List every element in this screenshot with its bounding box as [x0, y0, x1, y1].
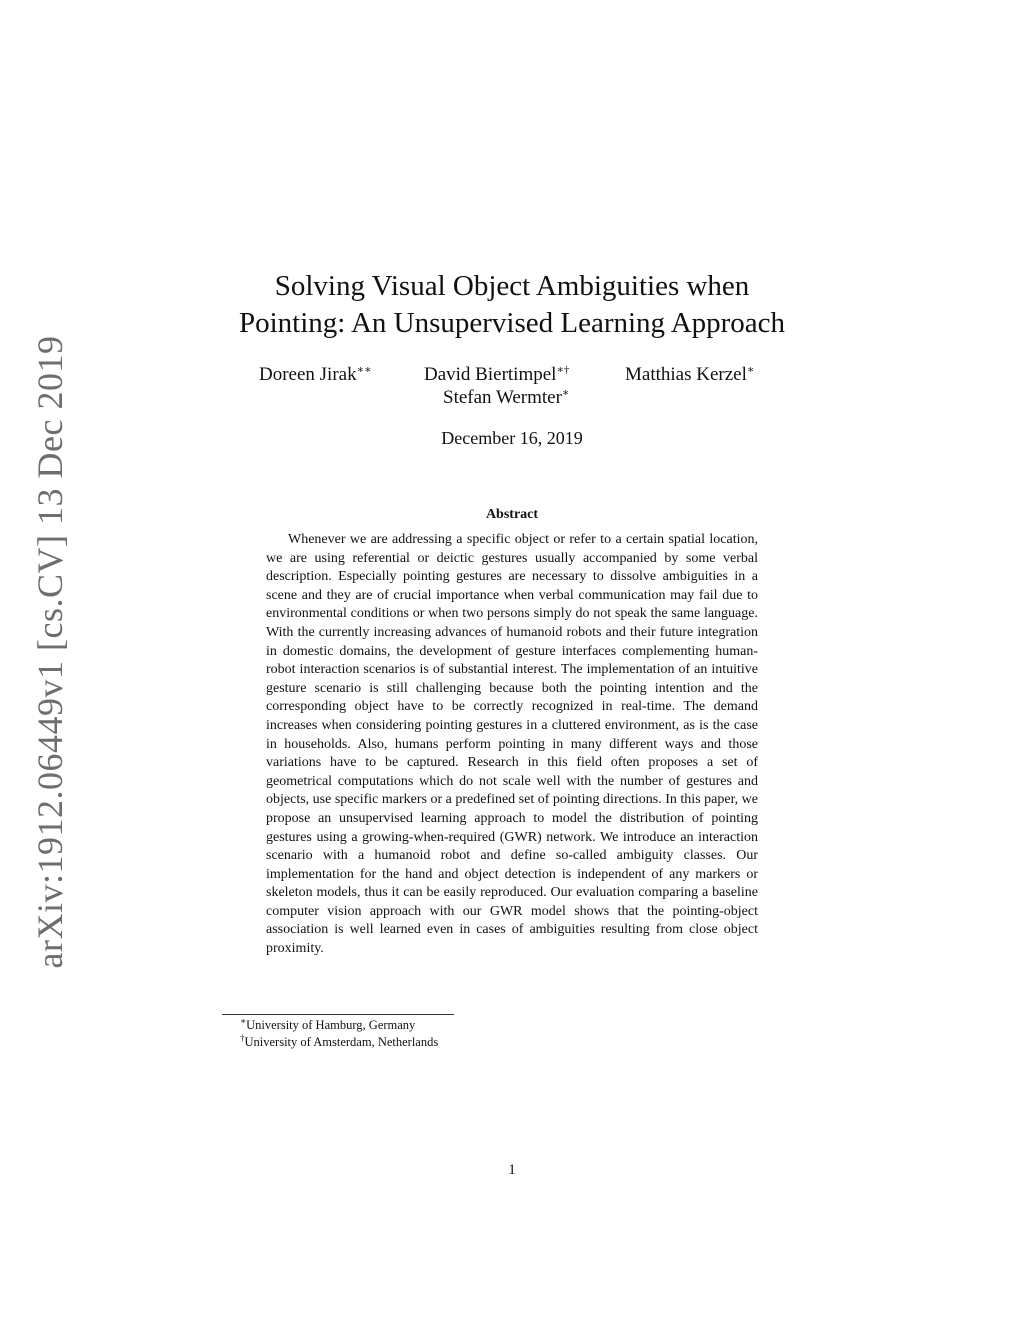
footnote-affiliation-2	[240, 1035, 438, 1050]
footnote-text: University of Amsterdam, Netherlands	[244, 1035, 439, 1049]
author-1	[259, 364, 372, 386]
author-3	[625, 364, 754, 386]
arxiv-identifier-stamp: arXiv:1912.06449v1 [cs.CV] 13 Dec 2019	[30, 335, 70, 969]
footnote-divider	[222, 1014, 454, 1015]
abstract-heading: Abstract	[485, 507, 539, 522]
footnote-affiliation-1	[240, 1018, 415, 1033]
author-2	[424, 364, 569, 386]
author-affiliation-mark: ∗†	[556, 364, 570, 376]
author-affiliation-mark: ∗∗	[356, 364, 372, 376]
abstract-text: Whenever we are addressing a specific object or refer to a certain spatial location, we are using referential or deictic gestures usually accompanied by some verbal description. Especially pointing gestures are necessary to dissolve ambiguities in a scene and they are of crucial importance when verbal communication may fail due to environmental conditions or when two persons simply do not speak the same language. With the currently increasing advances of humanoid robots and their future integration in domestic domains, the development of gesture interfaces complementing human-robot interaction scenarios is of substantial interest. The implementation of an intuitive gesture scenario is still challenging because both the pointing intention and the corresponding object have to be correctly recognized in real-time. The demand increases when considering pointing gestures in a cluttered environment, as is the case in households. Also, humans perform pointing in many different ways and those variations have to be captured. Research in this field often proposes a set of geometrical computations which do not scale well with the number of gestures and objects, use specific markers or a predefined set of pointing directions. In this paper, we propose an unsupervised learning approach to model the distribution of pointing gestures using a growing-when-required (GWR) network. We introduce an interaction scenario with a humanoid robot and define so-called ambiguity classes. Our implementation for the hand and object detection is independent of any markers or skeleton models, thus it can be easily reproduced. Our evaluation comparing a baseline computer vision approach with our GWR model shows that the pointing-object association is well learned even in cases of ambiguities resulting from close object proximity.	[266, 532, 759, 957]
footnote-mark: †	[240, 1033, 245, 1043]
paper-title	[200, 268, 824, 342]
footnote-mark: ∗	[240, 1016, 247, 1026]
footnote-text: University of Hamburg, Germany	[246, 1018, 416, 1032]
author-affiliation-mark: ∗	[746, 364, 755, 376]
publication-date: December 16, 2019	[441, 428, 583, 448]
author-4	[443, 387, 569, 409]
title-line-1: Solving Visual Object Ambiguities when	[274, 270, 750, 302]
title-line-2: Pointing: An Unsupervised Learning Approach	[238, 307, 786, 339]
author-name: Matthias Kerzel	[625, 364, 747, 385]
author-name: Stefan Wermter	[443, 387, 562, 408]
page-number: 1	[508, 1162, 516, 1178]
author-name: Doreen Jirak	[259, 364, 357, 385]
author-affiliation-mark: ∗	[561, 387, 570, 399]
author-name: David Biertimpel	[424, 364, 557, 385]
